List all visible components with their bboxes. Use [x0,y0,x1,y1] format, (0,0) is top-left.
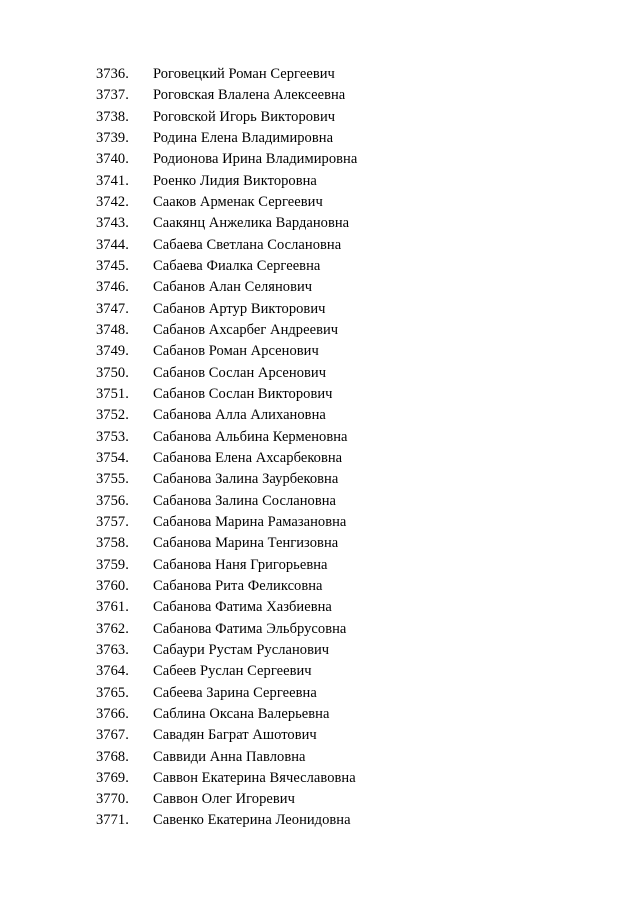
numbered-name-list [96,64,616,832]
entry-name: Сабанова Фатима Эльбрусовна [153,620,347,637]
entry-number: 3741. [96,172,129,189]
entry-name: Сабанов Алан Селянович [153,279,313,296]
entry-number: 3757. [96,513,129,530]
entry-name: Сабанов Сослан Арсенович [153,364,327,381]
list-item [96,469,616,490]
entry-name: Родина Елена Владимировна [153,129,334,146]
entry-name: Сабаева Фиалка Сергеевна [153,257,321,274]
list-item [96,576,616,597]
entry-name: Сабанова Елена Ахсарбековна [153,449,343,466]
list-item [96,704,616,725]
entry-name: Саакянц Анжелика Вардановна [153,215,350,232]
entry-number: 3771. [96,812,129,829]
entry-name: Саблина Оксана Валерьевна [153,705,330,722]
list-item [96,85,616,106]
list-item [96,597,616,618]
entry-number: 3748. [96,321,129,338]
entry-name: Сабанов Артур Викторович [153,300,326,317]
list-item [96,512,616,533]
entry-number: 3744. [96,236,129,253]
entry-number: 3762. [96,620,129,637]
entry-number: 3755. [96,471,129,488]
entry-name: Сабанова Залина Заурбековна [153,471,339,488]
entry-number: 3745. [96,257,129,274]
list-item [96,533,616,554]
entry-name: Сабанова Фатима Хазбиевна [153,599,332,616]
entry-number: 3737. [96,87,129,104]
entry-name: Сабанова Марина Рамазановна [153,513,347,530]
entry-number: 3769. [96,769,129,786]
list-item [96,171,616,192]
list-item [96,107,616,128]
entry-number: 3743. [96,215,129,232]
entry-number: 3758. [96,535,129,552]
entry-number: 3763. [96,641,129,658]
list-item [96,277,616,298]
list-item [96,299,616,320]
list-item [96,235,616,256]
entry-name: Сабанова Марина Тенгизовна [153,535,339,552]
list-item [96,128,616,149]
entry-name: Роенко Лидия Викторовна [153,172,317,189]
entry-number: 3764. [96,663,129,680]
entry-number: 3749. [96,343,129,360]
entry-name: Роговской Игорь Викторович [153,108,336,125]
entry-name: Сабанов Ахсарбег Андреевич [153,321,339,338]
list-item [96,192,616,213]
entry-number: 3767. [96,727,129,744]
list-item [96,405,616,426]
entry-number: 3750. [96,364,129,381]
list-item [96,384,616,405]
entry-name: Сабанова Рита Феликсовна [153,577,323,594]
list-item [96,768,616,789]
list-item [96,213,616,234]
entry-name: Сабаури Рустам Русланович [153,641,330,658]
entry-name: Сабанова Наня Григорьевна [153,556,328,573]
entry-name: Сабеева Зарина Сергеевна [153,684,317,701]
entry-number: 3753. [96,428,129,445]
list-item [96,363,616,384]
list-item [96,149,616,170]
list-item [96,789,616,810]
entry-name: Савенко Екатерина Леонидовна [153,812,351,829]
entry-number: 3760. [96,577,129,594]
list-item [96,448,616,469]
entry-number: 3759. [96,556,129,573]
entry-name: Савадян Баграт Ашотович [153,727,317,744]
list-item [96,683,616,704]
entry-number: 3746. [96,279,129,296]
list-item [96,661,616,682]
entry-number: 3756. [96,492,129,509]
list-item [96,555,616,576]
entry-number: 3754. [96,449,129,466]
entry-number: 3768. [96,748,129,765]
list-item [96,725,616,746]
list-item [96,491,616,512]
entry-number: 3739. [96,129,129,146]
entry-name: Сабанова Залина Сослановна [153,492,337,509]
list-item [96,256,616,277]
entry-name: Роговецкий Роман Сергеевич [153,66,335,82]
entry-name: Сабанов Роман Арсенович [153,343,319,360]
list-item [96,427,616,448]
list-item [96,320,616,341]
entry-number: 3738. [96,108,129,125]
entry-name: Сабеев Руслан Сергеевич [153,663,312,680]
entry-name: Сааков Арменак Сергеевич [153,193,323,210]
entry-name: Сабаева Светлана Сослановна [153,236,342,253]
list-item [96,64,616,85]
entry-number: 3770. [96,791,129,808]
entry-name: Сабанова Альбина Керменовна [153,428,348,445]
entry-number: 3742. [96,193,129,210]
list-item [96,341,616,362]
entry-name: Саввон Олег Игоревич [153,791,295,808]
entry-name: Роговская Влалена Алексеевна [153,87,346,104]
entry-number: 3740. [96,151,129,168]
entry-name: Родионова Ирина Владимировна [153,151,358,168]
entry-number: 3765. [96,684,129,701]
entry-name: Сабанова Алла Алихановна [153,407,326,424]
entry-name: Саввон Екатерина Вячеславовна [153,769,356,786]
list-item [96,640,616,661]
list-item [96,810,616,831]
entry-number: 3761. [96,599,129,616]
entry-number: 3736. [96,66,129,82]
entry-number: 3766. [96,705,129,722]
entry-name: Сабанов Сослан Викторович [153,385,333,402]
entry-number: 3751. [96,385,129,402]
list-item [96,747,616,768]
entry-name: Саввиди Анна Павловна [153,748,306,765]
list-item [96,619,616,640]
entry-number: 3752. [96,407,129,424]
entry-number: 3747. [96,300,129,317]
